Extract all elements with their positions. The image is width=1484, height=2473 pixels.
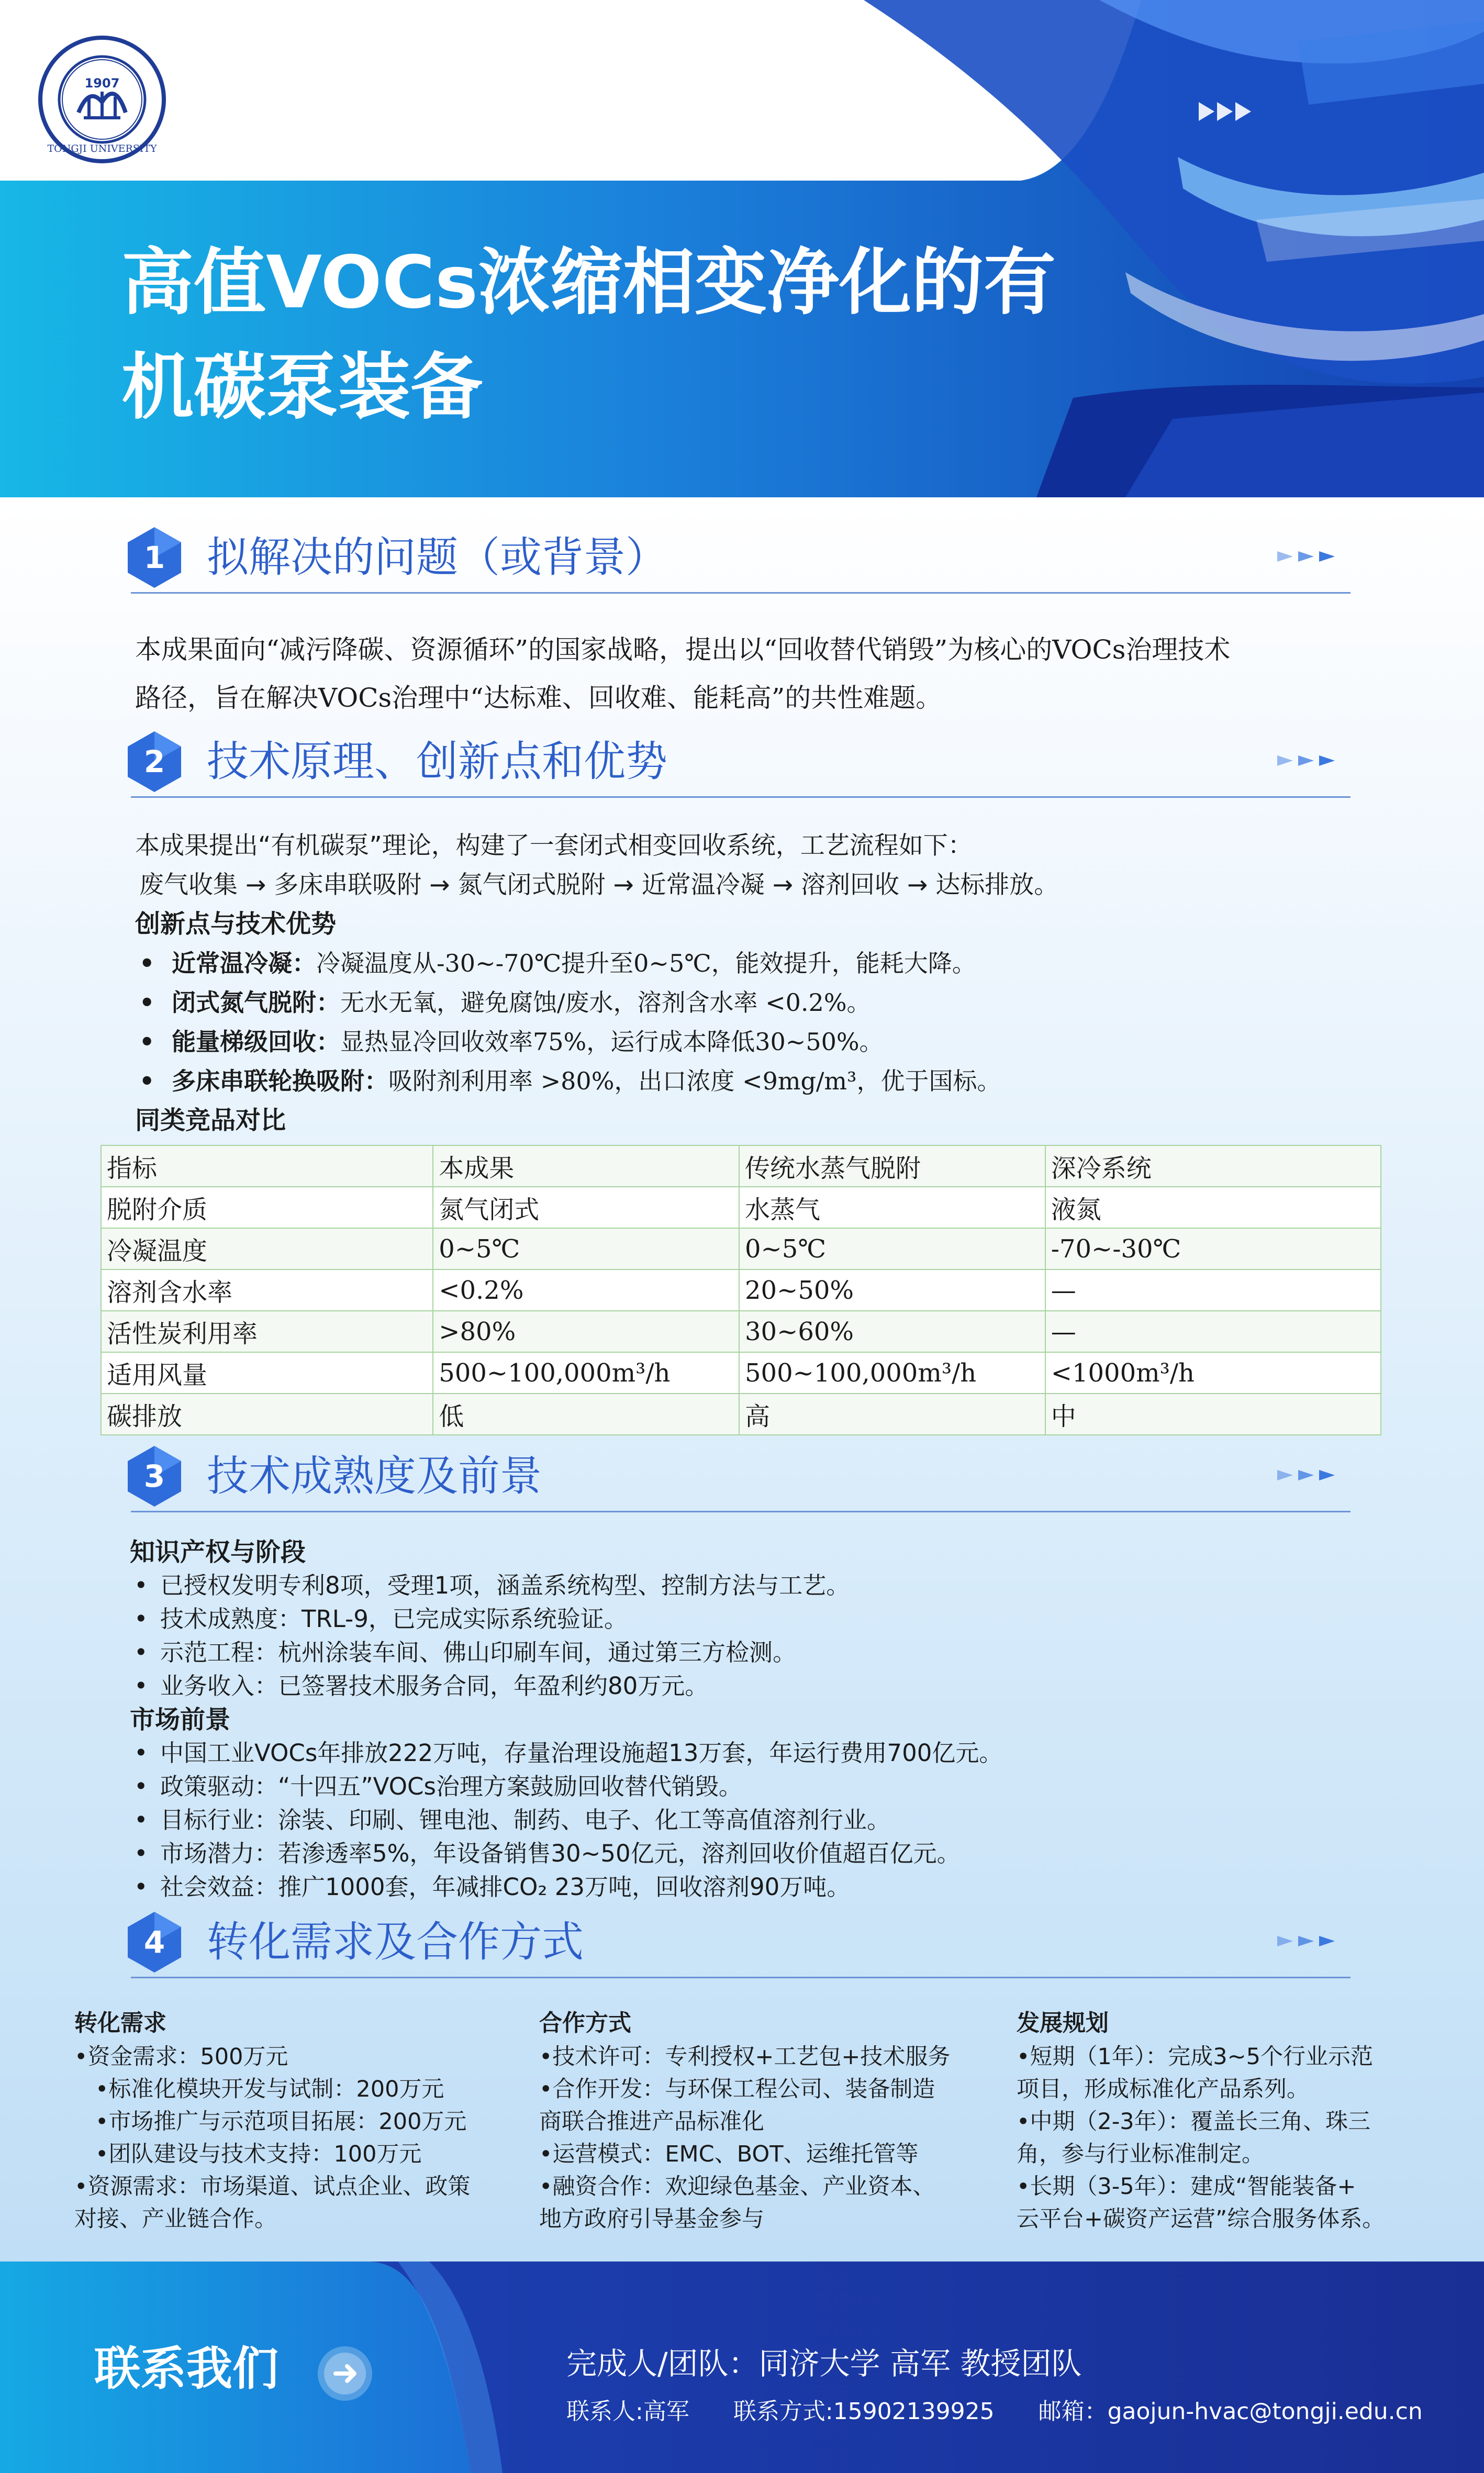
contact-person: 联系人:高军 xyxy=(566,2398,689,2425)
background-line-2: 路径，旨在解决VOCs治理中“达标难、回收难、能耗高”的共性难题。 xyxy=(135,683,942,713)
table-cell: 溶剂含水率 xyxy=(101,1269,433,1311)
ip-list xyxy=(130,1569,1386,1703)
table-cell: >80% xyxy=(433,1311,739,1352)
column-line: •团队建设与技术支持：100万元 xyxy=(95,2141,422,2167)
list-item: • 多床串联轮换吸附：吸附剂利用率 >80%，出口浓度 <9mg/m³，优于国标。 xyxy=(135,1062,1391,1101)
title-line-2: 机碳泵装备 xyxy=(121,345,483,429)
contact-details xyxy=(566,2392,1459,2426)
table-row xyxy=(101,1228,1381,1269)
table-cell: 水蒸气 xyxy=(739,1187,1045,1228)
section-number: 1 xyxy=(143,540,165,575)
column-line: 项目，形成标准化产品系列。 xyxy=(1017,2076,1309,2102)
title-line-1: 高值VOCs浓缩相变净化的有 xyxy=(121,240,1056,325)
table-cell: 氮气闭式 xyxy=(433,1187,739,1228)
column-line: •技术许可：专利授权+工艺包+技术服务 xyxy=(539,2044,951,2070)
column-line: •标准化模块开发与试制：200万元 xyxy=(95,2076,444,2102)
column-line: •市场推广与示范项目拓展：200万元 xyxy=(95,2109,467,2135)
background-line-1: 本成果面向“减污降碳、资源循环”的国家战略，提出以“回收替代销毁”为核心的VOCs治理技术 xyxy=(135,634,1231,665)
list-item: • 社会效益：推广1000套，年减排CO₂ 23万吨，回收溶剂90万吨。 xyxy=(130,1870,1386,1904)
column-line: •短期（1年）：完成3~5个行业示范 xyxy=(1017,2044,1373,2070)
column-line: •运营模式：EMC、BOT、运维托管等 xyxy=(539,2141,919,2167)
table-cell: 适用风量 xyxy=(101,1352,433,1394)
column-line: 角，参与行业标准制定。 xyxy=(1017,2141,1264,2167)
page-title xyxy=(121,230,1064,440)
section-number: 4 xyxy=(143,1924,165,1960)
section-title: 转化需求及合作方式 xyxy=(207,1918,584,1966)
arrows-icon xyxy=(1272,541,1351,572)
column-line: 商联合推进产品标准化 xyxy=(539,2109,764,2135)
background-text xyxy=(135,626,1370,722)
arrow-right-icon[interactable] xyxy=(317,2345,373,2402)
list-item: • 已授权发明专利8项，受理1项，涵盖系统构型、控制方法与工艺。 xyxy=(130,1569,1386,1602)
process-flow: 废气收集 → 多床串联吸附 → 氮气闭式脱附 → 近常温冷凝 → 溶剂回收 → 达标排放。 xyxy=(139,871,1059,899)
table-row xyxy=(101,1352,1381,1394)
list-item: • 示范工程：杭州涂装车间、佛山印刷车间，通过第三方检测。 xyxy=(130,1636,1386,1669)
table-cell: 中 xyxy=(1045,1394,1381,1435)
section-title: 技术成熟度及前景 xyxy=(207,1452,542,1500)
column-heading: 转化需求 xyxy=(74,2010,166,2036)
section-divider xyxy=(131,1977,1351,1978)
market-heading: 市场前景 xyxy=(130,1705,231,1734)
table-cell: <0.2% xyxy=(433,1269,739,1311)
column-heading: 发展规划 xyxy=(1017,2010,1109,2036)
arrows-icon xyxy=(1272,745,1351,776)
column-demand xyxy=(74,2006,530,2235)
column-heading: 合作方式 xyxy=(539,2010,631,2036)
list-item: • 能量梯级回收：显热显冷回收效率75%，运行成本降低30~50%。 xyxy=(135,1022,1391,1062)
university-logo xyxy=(37,34,168,165)
list-item: • 中国工业VOCs年排放222万吨，存量治理设施超13万套，年运行费用700亿元。 xyxy=(130,1736,1386,1770)
arrows-icon xyxy=(1272,1925,1351,1957)
section-4-header xyxy=(126,1911,1351,1974)
logo-university-name: TONGJI UNIVERSITY xyxy=(47,143,157,154)
column-line: •资金需求：500万元 xyxy=(74,2044,288,2070)
table-row xyxy=(101,1187,1381,1228)
market-list xyxy=(130,1736,1386,1904)
section-1-header xyxy=(126,526,1351,589)
table-cell: 本成果 xyxy=(433,1145,739,1187)
list-item: • 闭式氮气脱附：无水无氧，避免腐蚀/废水，溶剂含水率 <0.2%。 xyxy=(135,983,1391,1022)
table-cell: 高 xyxy=(739,1394,1045,1435)
section-2-header xyxy=(126,730,1351,793)
maturity-block xyxy=(130,1535,1386,1904)
team-info: 完成人/团队：同济大学 高军 教授团队 xyxy=(566,2346,1082,2381)
table-cell: 20~50% xyxy=(739,1269,1045,1311)
innovation-list xyxy=(135,944,1391,1101)
list-item: • 市场潜力：若渗透率5%，年设备销售30~50亿元，溶剂回收价值超百亿元。 xyxy=(130,1837,1386,1870)
column-line: •融资合作：欢迎绿色基金、产业资本、 xyxy=(539,2174,935,2200)
table-cell: 0~5℃ xyxy=(739,1228,1045,1269)
table-row xyxy=(101,1311,1381,1352)
list-item: • 政策驱动：“十四五”VOCs治理方案鼓励回收替代销毁。 xyxy=(130,1770,1386,1803)
column-line: •资源需求：市场渠道、试点企业、政策 xyxy=(74,2174,471,2200)
column-line: •长期（3-5年）：建成“智能装备+ xyxy=(1017,2174,1356,2200)
column-cooperation xyxy=(539,2006,1000,2235)
table-cell: 冷凝温度 xyxy=(101,1228,433,1269)
ip-heading: 知识产权与阶段 xyxy=(130,1538,306,1567)
table-row xyxy=(101,1394,1381,1435)
comparison-table xyxy=(101,1145,1381,1435)
list-item: • 近常温冷凝：冷凝温度从-30~-70℃提升至0~5℃，能效提升，能耗大降。 xyxy=(135,944,1391,983)
section-number: 3 xyxy=(143,1458,165,1494)
table-cell: 脱附介质 xyxy=(101,1187,433,1228)
table-cell: 深冷系统 xyxy=(1045,1145,1381,1187)
comparison-heading: 同类竞品对比 xyxy=(135,1106,286,1135)
arrows-icon xyxy=(1272,1460,1351,1491)
principle-block xyxy=(135,826,1391,1140)
contact-us-label: 联系我们 xyxy=(94,2342,279,2396)
column-line: 云平台+碳资产运营”综合服务体系。 xyxy=(1017,2206,1385,2232)
column-line: 对接、产业链合作。 xyxy=(74,2206,277,2232)
list-item: • 技术成熟度：TRL-9，已完成实际系统验证。 xyxy=(130,1602,1386,1636)
section-title: 拟解决的问题（或背景） xyxy=(207,533,667,582)
table-cell: <1000m³/h xyxy=(1045,1352,1381,1394)
innovation-heading: 创新点与技术优势 xyxy=(135,909,337,939)
table-cell: — xyxy=(1045,1311,1381,1352)
table-cell: 低 xyxy=(433,1394,739,1435)
column-line: 地方政府引导基金参与 xyxy=(539,2206,764,2232)
contact-email[interactable]: 邮箱：gaojun-hvac@tongji.edu.cn xyxy=(1038,2398,1423,2425)
principle-intro: 本成果提出“有机碳泵”理论，构建了一套闭式相变回收系统，工艺流程如下： xyxy=(135,831,973,860)
table-cell: 液氮 xyxy=(1045,1187,1381,1228)
section-divider xyxy=(131,592,1351,594)
table-cell: 500~100,000m³/h xyxy=(739,1352,1045,1394)
table-cell: 指标 xyxy=(101,1145,433,1187)
contact-phone[interactable]: 联系方式:15902139925 xyxy=(733,2398,995,2425)
table-cell: 500~100,000m³/h xyxy=(433,1352,739,1394)
column-line: •合作开发：与环保工程公司、装备制造 xyxy=(539,2076,935,2102)
table-cell: 活性炭利用率 xyxy=(101,1311,433,1352)
table-cell: 传统水蒸气脱附 xyxy=(739,1145,1045,1187)
table-cell: 碳排放 xyxy=(101,1394,433,1435)
section-title: 技术原理、创新点和优势 xyxy=(207,737,667,786)
section-divider xyxy=(131,1511,1351,1512)
list-item: • 业务收入：已签署技术服务合同，年盈利约80万元。 xyxy=(130,1669,1386,1703)
table-cell: — xyxy=(1045,1269,1381,1311)
logo-year: 1907 xyxy=(84,76,120,91)
section-number: 2 xyxy=(143,744,165,779)
section-3-header xyxy=(126,1445,1351,1508)
list-item: • 目标行业：涂装、印刷、锂电池、制药、电子、化工等高值溶剂行业。 xyxy=(130,1803,1386,1837)
table-cell: 0~5℃ xyxy=(433,1228,739,1269)
table-header-row xyxy=(101,1145,1381,1187)
section-divider xyxy=(131,796,1351,798)
table-row xyxy=(101,1269,1381,1311)
column-plan xyxy=(1017,2006,1446,2235)
table-cell: -70~-30℃ xyxy=(1045,1228,1381,1269)
column-line: •中期（2-3年）：覆盖长三角、珠三 xyxy=(1017,2109,1371,2135)
table-cell: 30~60% xyxy=(739,1311,1045,1352)
